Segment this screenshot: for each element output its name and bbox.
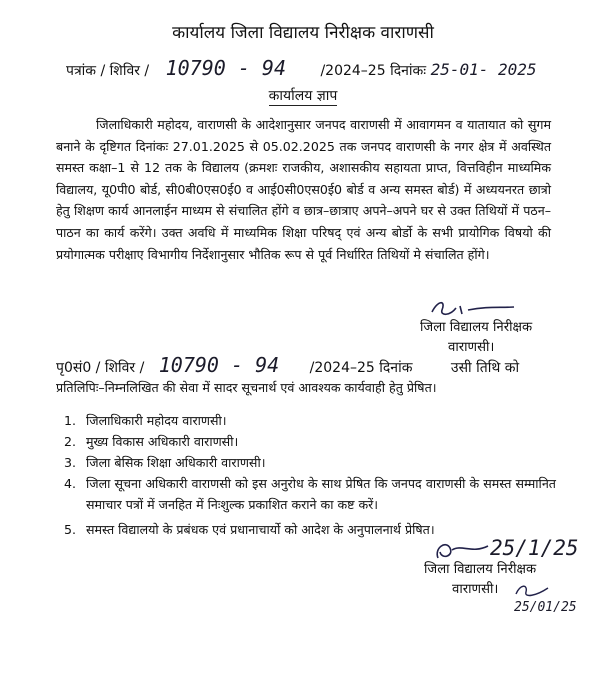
- reference-number-handwritten: 10790 - 94: [165, 56, 286, 80]
- reference-line-bottom: [56, 353, 519, 377]
- signature-1-designation: जिला विद्यालय निरीक्षक: [420, 320, 533, 335]
- reference-date-handwritten: 25-01- 2025: [430, 60, 537, 79]
- list-item: 5. समस्त विद्यालयो के प्रबंधक एवं प्रधानाचार्यो को आदेश के अनुपालनार्थ प्रेषित।: [80, 519, 556, 540]
- signature-scribble-1: [428, 296, 518, 320]
- signature-block-1: [420, 318, 532, 358]
- reference-bottom-prefix: पृ0सं0 / शिविर /: [56, 360, 145, 376]
- order-paragraph: [56, 114, 551, 265]
- signature-1-place: वाराणसी।: [448, 340, 495, 355]
- reference-bottom-number-handwritten: 10790 - 94: [158, 353, 280, 377]
- reference-prefix: पत्रांक / शिविर /: [66, 63, 150, 79]
- list-item: 1. जिलाधिकारी महोदय वाराणसी।: [80, 410, 556, 431]
- list-item: 2. मुख्य विकास अधिकारी वाराणसी।: [80, 431, 556, 452]
- memo-title: कार्यालय ज्ञाप: [268, 88, 338, 104]
- copy-list: [56, 410, 556, 540]
- copy-intro: प्रतिलिपिः–निम्नलिखित की सेवा में सादर सूचनार्थ एवं आवश्यक कार्यवाही हेतु प्रेषित।: [56, 380, 437, 395]
- list-item: 3. जिला बेसिक शिक्षा अधिकारी वाराणसी।: [80, 452, 556, 473]
- signature-2-handwritten-date: 25/1/25: [490, 536, 579, 560]
- reference-bottom-date: उसी तिथि को: [450, 360, 520, 376]
- reference-suffix: /2024–25 दिनांकः: [320, 63, 427, 79]
- signature-2-designation: जिला विद्यालय निरीक्षक: [424, 562, 537, 577]
- office-title: कार्यालय जिला विद्यालय निरीक्षक वाराणसी: [172, 23, 434, 43]
- signature-2-small-date: 25/01/25: [514, 600, 577, 615]
- signature-2-place: वाराणसी।: [452, 582, 499, 597]
- initials-scribble: [512, 580, 552, 600]
- reference-line-top: [66, 56, 537, 80]
- list-item: 4. जिला सूचना अधिकारी वाराणसी को इस अनुरोध के साथ प्रेषित कि जनपद वाराणसी के समस्त सम्मानित समाचार पत्रों में जनहित में निःशुल्क प्रकाशित कराने का कष्ट करें।: [80, 473, 556, 515]
- reference-bottom-suffix: /2024–25 दिनांक: [309, 360, 413, 376]
- order-paragraph-text: जिलाधिकारी महोदय, वाराणसी के आदेशानुसार जनपद वाराणसी में आवागमन व यातायात को सुगम बनाने के दृष्टिगत दिनांकः 27.01.2025 से 05.02.2025 तक जनपद वाराणसी के नगर क्षेत्र में अवस्थित समस्त कक्षा–1 से 12 तक के विद्यालय (क्रमशः राजकीय, अशासकीय सहायता प्राप्त, वित्तविहीन माध्यमिक विद्यालय, यू0पी0 बोर्ड, सी0बी0एस0ई0 व आई0सी0एस0ई0 बोर्ड व अन्य समस्त बोर्ड) में अध्ययनरत छात्रो हेतु शिक्षण कार्य आनलाईन माध्यम से संचालित होंगे व छात्र–छात्राए अपने–अपने घर से उक्त तिथियों में पठन–पाठन का कार्य करेंगे। उक्त अवधि में माध्यमिक शिक्षा परिषद् एवं अन्य बोर्डो के सभी प्रायोगिक विषयो की प्रयोगात्मक परीक्षाए विभागीय निर्देशानुसार भौतिक रूप से पूर्व निर्धारित तिथियों मे संचालित होंगे।: [56, 117, 551, 262]
